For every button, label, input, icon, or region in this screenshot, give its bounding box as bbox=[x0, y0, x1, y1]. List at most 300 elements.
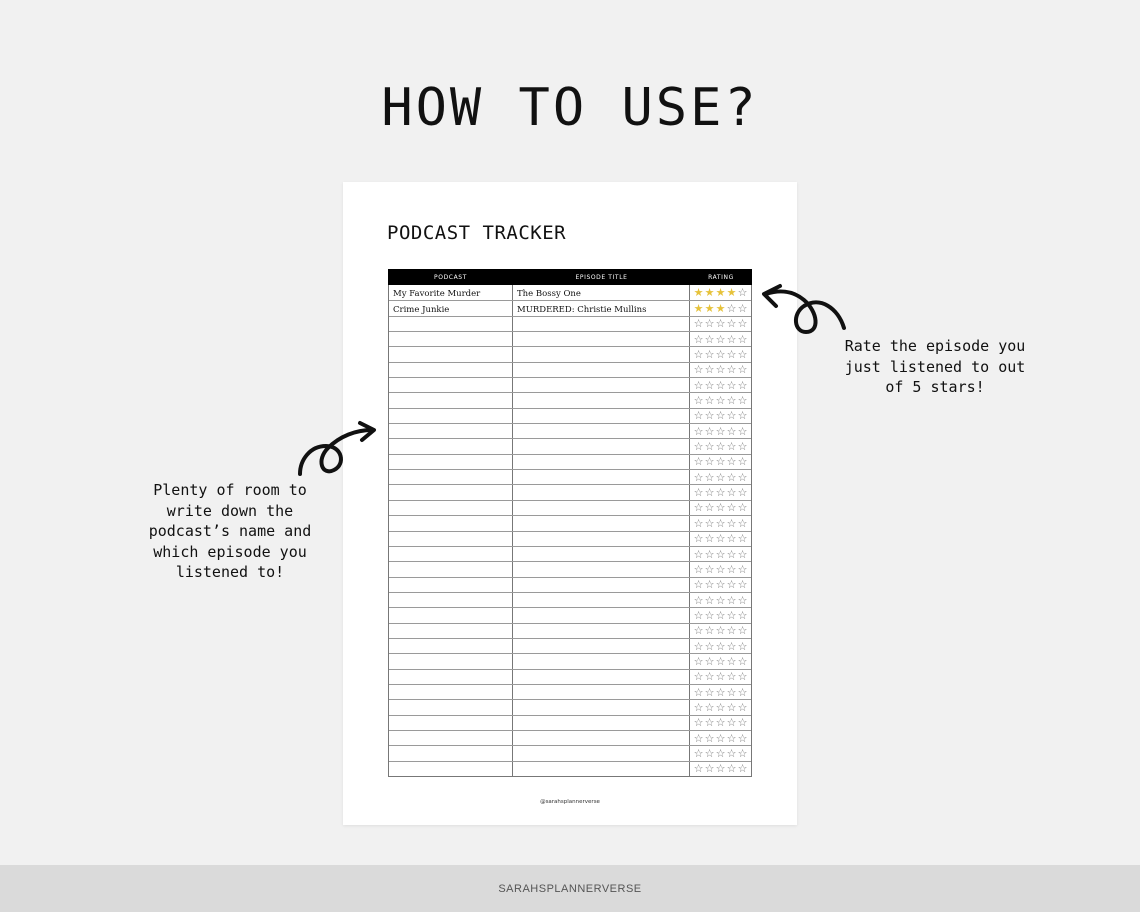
star-icon[interactable]: ☆ bbox=[715, 424, 726, 438]
star-icon[interactable]: ☆ bbox=[737, 348, 748, 362]
star-icon[interactable]: ☆ bbox=[704, 562, 715, 576]
star-icon[interactable]: ☆ bbox=[693, 562, 704, 576]
star-icon[interactable]: ☆ bbox=[693, 639, 704, 653]
curly-arrow-icon bbox=[758, 282, 850, 338]
star-icon[interactable]: ☆ bbox=[726, 685, 737, 699]
episode-title-cell[interactable] bbox=[513, 317, 690, 331]
rating-cell bbox=[690, 485, 751, 499]
table-row bbox=[389, 715, 751, 730]
star-icon[interactable]: ☆ bbox=[715, 700, 726, 714]
star-icon[interactable]: ☆ bbox=[693, 363, 704, 377]
star-icon[interactable]: ☆ bbox=[726, 746, 737, 760]
star-icon[interactable]: ☆ bbox=[715, 516, 726, 530]
episode-title-cell[interactable] bbox=[513, 608, 690, 622]
podcast-cell[interactable] bbox=[389, 378, 513, 392]
podcast-cell[interactable] bbox=[389, 501, 513, 515]
podcast-cell[interactable] bbox=[389, 608, 513, 622]
table-row bbox=[389, 577, 751, 592]
star-icon[interactable]: ☆ bbox=[704, 394, 715, 408]
rating-cell bbox=[690, 746, 751, 760]
star-icon[interactable]: ☆ bbox=[715, 685, 726, 699]
rating-cell bbox=[690, 363, 751, 377]
table-row bbox=[389, 607, 751, 622]
episode-title-cell[interactable] bbox=[513, 424, 690, 438]
star-icon[interactable]: ☆ bbox=[737, 317, 748, 331]
star-icon[interactable]: ★ bbox=[726, 286, 737, 300]
star-icon[interactable]: ☆ bbox=[737, 593, 748, 607]
star-icon[interactable]: ☆ bbox=[726, 348, 737, 362]
episode-title-cell[interactable] bbox=[513, 746, 690, 760]
table-row bbox=[389, 454, 751, 469]
star-icon[interactable]: ☆ bbox=[704, 639, 715, 653]
star-icon[interactable]: ☆ bbox=[715, 639, 726, 653]
table-row bbox=[389, 285, 751, 300]
rating-cell bbox=[690, 301, 751, 315]
star-icon[interactable]: ☆ bbox=[737, 363, 748, 377]
star-icon[interactable]: ☆ bbox=[693, 470, 704, 484]
star-icon[interactable]: ☆ bbox=[704, 363, 715, 377]
podcast-cell[interactable] bbox=[389, 578, 513, 592]
table-row bbox=[389, 699, 751, 714]
podcast-cell[interactable] bbox=[389, 593, 513, 607]
star-icon[interactable]: ☆ bbox=[715, 532, 726, 546]
rating-cell bbox=[690, 639, 751, 653]
star-icon[interactable]: ☆ bbox=[726, 409, 737, 423]
podcast-cell[interactable] bbox=[389, 624, 513, 638]
star-icon[interactable]: ☆ bbox=[704, 670, 715, 684]
podcast-cell[interactable] bbox=[389, 485, 513, 499]
rating-cell bbox=[690, 547, 751, 561]
star-icon[interactable]: ☆ bbox=[704, 516, 715, 530]
star-icon[interactable]: ☆ bbox=[726, 516, 737, 530]
table-row bbox=[389, 423, 751, 438]
rating-cell bbox=[690, 332, 751, 346]
star-icon[interactable]: ☆ bbox=[704, 654, 715, 668]
star-icon[interactable]: ★ bbox=[704, 302, 715, 316]
star-icon[interactable]: ☆ bbox=[693, 547, 704, 561]
rating-cell bbox=[690, 731, 751, 745]
star-icon[interactable]: ☆ bbox=[715, 501, 726, 515]
star-icon[interactable]: ☆ bbox=[726, 562, 737, 576]
star-icon[interactable]: ☆ bbox=[726, 532, 737, 546]
star-icon[interactable]: ☆ bbox=[715, 654, 726, 668]
star-icon[interactable]: ☆ bbox=[726, 455, 737, 469]
episode-title-cell[interactable] bbox=[513, 639, 690, 653]
rating-cell bbox=[690, 532, 751, 546]
star-icon[interactable]: ☆ bbox=[715, 547, 726, 561]
star-icon[interactable]: ☆ bbox=[737, 286, 748, 300]
table-row bbox=[389, 761, 751, 776]
star-icon[interactable]: ☆ bbox=[737, 470, 748, 484]
podcast-cell[interactable] bbox=[389, 685, 513, 699]
podcast-cell[interactable] bbox=[389, 439, 513, 453]
table-row bbox=[389, 623, 751, 638]
podcast-cell[interactable]: My Favorite Murder bbox=[389, 285, 513, 300]
episode-title-cell[interactable] bbox=[513, 439, 690, 453]
star-icon[interactable]: ☆ bbox=[715, 486, 726, 500]
star-icon[interactable]: ★ bbox=[715, 286, 726, 300]
star-icon[interactable]: ☆ bbox=[693, 440, 704, 454]
star-icon[interactable]: ☆ bbox=[726, 332, 737, 346]
star-icon[interactable]: ☆ bbox=[704, 440, 715, 454]
podcast-cell[interactable] bbox=[389, 670, 513, 684]
episode-title-cell[interactable] bbox=[513, 470, 690, 484]
star-icon[interactable]: ☆ bbox=[737, 700, 748, 714]
episode-title-cell[interactable] bbox=[513, 593, 690, 607]
star-icon[interactable]: ☆ bbox=[693, 746, 704, 760]
podcast-cell[interactable] bbox=[389, 746, 513, 760]
podcast-cell[interactable] bbox=[389, 547, 513, 561]
star-icon[interactable]: ☆ bbox=[715, 394, 726, 408]
star-icon[interactable]: ☆ bbox=[693, 624, 704, 638]
star-icon[interactable]: ☆ bbox=[704, 685, 715, 699]
star-icon[interactable]: ☆ bbox=[704, 532, 715, 546]
star-icon[interactable]: ☆ bbox=[737, 394, 748, 408]
podcast-cell[interactable] bbox=[389, 393, 513, 407]
rating-cell bbox=[690, 439, 751, 453]
tracker-sheet-preview bbox=[343, 182, 797, 825]
rating-cell bbox=[690, 455, 751, 469]
rating-cell bbox=[690, 393, 751, 407]
table-row bbox=[389, 408, 751, 423]
podcast-cell[interactable] bbox=[389, 562, 513, 576]
episode-title-cell[interactable] bbox=[513, 731, 690, 745]
table-row bbox=[389, 469, 751, 484]
star-icon[interactable]: ☆ bbox=[693, 378, 704, 392]
podcast-cell[interactable] bbox=[389, 762, 513, 776]
table-row bbox=[389, 331, 751, 346]
table-row bbox=[389, 515, 751, 530]
rating-cell bbox=[690, 654, 751, 668]
episode-title-cell[interactable] bbox=[513, 654, 690, 668]
star-icon[interactable]: ☆ bbox=[737, 762, 748, 776]
star-icon[interactable]: ☆ bbox=[704, 608, 715, 622]
podcast-cell[interactable] bbox=[389, 700, 513, 714]
table-row bbox=[389, 684, 751, 699]
star-icon[interactable]: ☆ bbox=[693, 348, 704, 362]
table-row bbox=[389, 653, 751, 668]
star-icon[interactable]: ★ bbox=[715, 302, 726, 316]
rating-cell bbox=[690, 608, 751, 622]
episode-title-cell[interactable] bbox=[513, 516, 690, 530]
star-icon[interactable]: ☆ bbox=[715, 593, 726, 607]
star-icon[interactable]: ☆ bbox=[715, 317, 726, 331]
page-headline: HOW TO USE? bbox=[381, 78, 759, 138]
star-icon[interactable]: ☆ bbox=[715, 562, 726, 576]
star-icon[interactable]: ☆ bbox=[715, 348, 726, 362]
star-icon[interactable]: ☆ bbox=[704, 624, 715, 638]
star-icon[interactable]: ☆ bbox=[704, 547, 715, 561]
episode-title-cell[interactable] bbox=[513, 624, 690, 638]
star-icon[interactable]: ★ bbox=[693, 302, 704, 316]
star-icon[interactable]: ☆ bbox=[704, 486, 715, 500]
podcast-cell[interactable] bbox=[389, 470, 513, 484]
star-icon[interactable]: ☆ bbox=[715, 470, 726, 484]
star-icon[interactable]: ☆ bbox=[693, 532, 704, 546]
episode-title-cell[interactable] bbox=[513, 532, 690, 546]
table-row bbox=[389, 669, 751, 684]
podcast-cell[interactable] bbox=[389, 317, 513, 331]
rating-cell bbox=[690, 378, 751, 392]
star-icon[interactable]: ☆ bbox=[704, 700, 715, 714]
star-icon[interactable]: ☆ bbox=[737, 332, 748, 346]
star-icon[interactable]: ☆ bbox=[693, 731, 704, 745]
star-icon[interactable]: ☆ bbox=[726, 440, 737, 454]
table-row bbox=[389, 300, 751, 315]
podcast-cell[interactable] bbox=[389, 731, 513, 745]
table-row bbox=[389, 362, 751, 377]
rating-cell bbox=[690, 470, 751, 484]
episode-title-cell[interactable] bbox=[513, 716, 690, 730]
episode-title-cell[interactable] bbox=[513, 700, 690, 714]
rating-cell bbox=[690, 593, 751, 607]
star-icon[interactable]: ☆ bbox=[704, 578, 715, 592]
rating-cell bbox=[690, 716, 751, 730]
podcast-cell[interactable] bbox=[389, 639, 513, 653]
episode-title-cell[interactable]: MURDERED: Christie Mullins bbox=[513, 301, 690, 315]
star-icon[interactable]: ☆ bbox=[726, 670, 737, 684]
episode-title-cell[interactable] bbox=[513, 485, 690, 499]
star-icon[interactable]: ☆ bbox=[737, 516, 748, 530]
episode-title-cell[interactable] bbox=[513, 378, 690, 392]
star-icon[interactable]: ☆ bbox=[704, 378, 715, 392]
star-icon[interactable]: ☆ bbox=[737, 424, 748, 438]
star-icon[interactable]: ☆ bbox=[726, 317, 737, 331]
star-icon[interactable]: ☆ bbox=[693, 654, 704, 668]
rating-instruction-note: Rate the episode you just listened to out of 5 stars! bbox=[844, 337, 1026, 396]
rating-cell bbox=[690, 317, 751, 331]
star-icon[interactable]: ☆ bbox=[704, 409, 715, 423]
rating-cell bbox=[690, 670, 751, 684]
episode-title-cell[interactable] bbox=[513, 501, 690, 515]
star-icon[interactable]: ☆ bbox=[726, 578, 737, 592]
star-icon[interactable]: ☆ bbox=[726, 716, 737, 730]
star-icon[interactable]: ☆ bbox=[693, 670, 704, 684]
star-icon[interactable]: ☆ bbox=[726, 654, 737, 668]
sheet-footer-handle: @sarahsplannerverse bbox=[540, 799, 600, 805]
episode-title-cell[interactable] bbox=[513, 547, 690, 561]
rating-cell bbox=[690, 501, 751, 515]
star-icon[interactable]: ☆ bbox=[726, 731, 737, 745]
star-icon[interactable]: ☆ bbox=[704, 348, 715, 362]
star-icon[interactable]: ☆ bbox=[704, 501, 715, 515]
star-icon[interactable]: ☆ bbox=[704, 746, 715, 760]
star-icon[interactable]: ☆ bbox=[726, 378, 737, 392]
star-icon[interactable]: ☆ bbox=[715, 762, 726, 776]
podcast-cell[interactable] bbox=[389, 455, 513, 469]
star-icon[interactable]: ☆ bbox=[693, 578, 704, 592]
podcast-cell[interactable] bbox=[389, 347, 513, 361]
table-row bbox=[389, 730, 751, 745]
star-icon[interactable]: ☆ bbox=[715, 409, 726, 423]
star-icon[interactable]: ☆ bbox=[737, 578, 748, 592]
podcast-cell[interactable]: Crime Junkie bbox=[389, 301, 513, 315]
episode-title-cell[interactable] bbox=[513, 409, 690, 423]
column-header-rating: RATING bbox=[708, 273, 734, 281]
star-icon[interactable]: ☆ bbox=[715, 624, 726, 638]
star-icon[interactable]: ☆ bbox=[737, 409, 748, 423]
podcast-cell[interactable] bbox=[389, 516, 513, 530]
star-icon[interactable]: ☆ bbox=[726, 486, 737, 500]
sheet-title: PODCAST TRACKER bbox=[387, 222, 567, 244]
table-row bbox=[389, 546, 751, 561]
star-icon[interactable]: ☆ bbox=[726, 639, 737, 653]
table-row bbox=[389, 745, 751, 760]
star-icon[interactable]: ☆ bbox=[693, 317, 704, 331]
star-icon[interactable]: ☆ bbox=[726, 547, 737, 561]
star-icon[interactable]: ☆ bbox=[715, 378, 726, 392]
star-icon[interactable]: ☆ bbox=[737, 624, 748, 638]
star-icon[interactable]: ☆ bbox=[737, 562, 748, 576]
star-icon[interactable]: ☆ bbox=[737, 501, 748, 515]
table-row bbox=[389, 484, 751, 499]
star-icon[interactable]: ☆ bbox=[737, 685, 748, 699]
star-icon[interactable]: ☆ bbox=[737, 608, 748, 622]
star-icon[interactable]: ☆ bbox=[737, 547, 748, 561]
star-icon[interactable]: ☆ bbox=[693, 593, 704, 607]
star-icon[interactable]: ☆ bbox=[704, 762, 715, 776]
star-icon[interactable]: ★ bbox=[693, 286, 704, 300]
star-icon[interactable]: ☆ bbox=[726, 302, 737, 316]
podcast-cell[interactable] bbox=[389, 409, 513, 423]
rating-cell bbox=[690, 562, 751, 576]
episode-title-cell[interactable] bbox=[513, 670, 690, 684]
star-icon[interactable]: ☆ bbox=[693, 501, 704, 515]
star-icon[interactable]: ☆ bbox=[704, 593, 715, 607]
podcast-cell[interactable] bbox=[389, 654, 513, 668]
star-icon[interactable]: ☆ bbox=[726, 608, 737, 622]
table-row bbox=[389, 592, 751, 607]
star-icon[interactable]: ☆ bbox=[693, 394, 704, 408]
episode-title-cell[interactable] bbox=[513, 578, 690, 592]
star-icon[interactable]: ☆ bbox=[726, 762, 737, 776]
table-row bbox=[389, 346, 751, 361]
table-row bbox=[389, 561, 751, 576]
star-icon[interactable]: ☆ bbox=[693, 716, 704, 730]
star-icon[interactable]: ☆ bbox=[737, 455, 748, 469]
star-icon[interactable]: ☆ bbox=[693, 608, 704, 622]
writing-space-note: Plenty of room to write down the podcast’s name and which episode you listened to! bbox=[148, 481, 312, 581]
star-icon[interactable]: ☆ bbox=[693, 455, 704, 469]
table-row bbox=[389, 438, 751, 453]
episode-title-cell[interactable] bbox=[513, 363, 690, 377]
star-icon[interactable]: ☆ bbox=[715, 670, 726, 684]
star-icon[interactable]: ☆ bbox=[726, 624, 737, 638]
star-icon[interactable]: ☆ bbox=[737, 486, 748, 500]
star-icon[interactable]: ☆ bbox=[693, 332, 704, 346]
star-icon[interactable]: ☆ bbox=[715, 716, 726, 730]
episode-title-cell[interactable] bbox=[513, 562, 690, 576]
podcast-cell[interactable] bbox=[389, 716, 513, 730]
episode-title-cell[interactable]: The Bossy One bbox=[513, 285, 690, 300]
brand-name: SARAHSPLANNERVERSE bbox=[498, 882, 642, 895]
star-icon[interactable]: ☆ bbox=[704, 424, 715, 438]
star-icon[interactable]: ☆ bbox=[704, 455, 715, 469]
episode-title-cell[interactable] bbox=[513, 685, 690, 699]
podcast-cell[interactable] bbox=[389, 424, 513, 438]
star-icon[interactable]: ☆ bbox=[715, 440, 726, 454]
star-icon[interactable]: ☆ bbox=[726, 470, 737, 484]
star-icon[interactable]: ☆ bbox=[726, 700, 737, 714]
podcast-tracker-table bbox=[388, 269, 752, 777]
star-icon[interactable]: ☆ bbox=[715, 746, 726, 760]
star-icon[interactable]: ☆ bbox=[726, 593, 737, 607]
episode-title-cell[interactable] bbox=[513, 762, 690, 776]
table-body bbox=[388, 285, 752, 777]
star-icon[interactable]: ☆ bbox=[704, 716, 715, 730]
rating-cell bbox=[690, 285, 751, 300]
table-row bbox=[389, 638, 751, 653]
star-icon[interactable]: ☆ bbox=[737, 532, 748, 546]
episode-title-cell[interactable] bbox=[513, 347, 690, 361]
table-row bbox=[389, 392, 751, 407]
episode-title-cell[interactable] bbox=[513, 455, 690, 469]
star-icon[interactable]: ☆ bbox=[737, 716, 748, 730]
table-row bbox=[389, 531, 751, 546]
podcast-cell[interactable] bbox=[389, 363, 513, 377]
star-icon[interactable]: ☆ bbox=[715, 363, 726, 377]
star-icon[interactable]: ☆ bbox=[704, 317, 715, 331]
star-icon[interactable]: ☆ bbox=[726, 501, 737, 515]
episode-title-cell[interactable] bbox=[513, 332, 690, 346]
star-icon[interactable]: ☆ bbox=[715, 455, 726, 469]
rating-cell bbox=[690, 700, 751, 714]
column-header-podcast: PODCAST bbox=[434, 273, 467, 281]
star-icon[interactable]: ☆ bbox=[737, 639, 748, 653]
star-icon[interactable]: ☆ bbox=[693, 762, 704, 776]
star-icon[interactable]: ☆ bbox=[704, 470, 715, 484]
star-icon[interactable]: ☆ bbox=[693, 516, 704, 530]
star-icon[interactable]: ☆ bbox=[715, 731, 726, 745]
star-icon[interactable]: ☆ bbox=[693, 409, 704, 423]
star-icon[interactable]: ☆ bbox=[726, 394, 737, 408]
star-icon[interactable]: ☆ bbox=[726, 424, 737, 438]
star-icon[interactable]: ☆ bbox=[693, 486, 704, 500]
star-icon[interactable]: ☆ bbox=[715, 332, 726, 346]
star-icon[interactable]: ☆ bbox=[693, 685, 704, 699]
star-icon[interactable]: ☆ bbox=[715, 608, 726, 622]
table-row bbox=[389, 500, 751, 515]
rating-cell bbox=[690, 409, 751, 423]
podcast-cell[interactable] bbox=[389, 332, 513, 346]
star-icon[interactable]: ☆ bbox=[737, 731, 748, 745]
star-icon[interactable]: ☆ bbox=[737, 302, 748, 316]
brand-footer-bar bbox=[0, 865, 1140, 912]
star-icon[interactable]: ☆ bbox=[715, 578, 726, 592]
star-icon[interactable]: ☆ bbox=[704, 731, 715, 745]
table-row bbox=[389, 316, 751, 331]
column-header-episode-title: EPISODE TITLE bbox=[575, 273, 628, 281]
star-icon[interactable]: ☆ bbox=[704, 332, 715, 346]
star-icon[interactable]: ★ bbox=[704, 286, 715, 300]
star-icon[interactable]: ☆ bbox=[726, 363, 737, 377]
rating-cell bbox=[690, 624, 751, 638]
star-icon[interactable]: ☆ bbox=[693, 700, 704, 714]
podcast-cell[interactable] bbox=[389, 532, 513, 546]
star-icon[interactable]: ☆ bbox=[737, 654, 748, 668]
rating-cell bbox=[690, 516, 751, 530]
star-icon[interactable]: ☆ bbox=[737, 670, 748, 684]
star-icon[interactable]: ☆ bbox=[737, 378, 748, 392]
rating-cell bbox=[690, 347, 751, 361]
curly-arrow-icon bbox=[294, 420, 380, 478]
episode-title-cell[interactable] bbox=[513, 393, 690, 407]
star-icon[interactable]: ☆ bbox=[693, 424, 704, 438]
star-icon[interactable]: ☆ bbox=[737, 746, 748, 760]
star-icon[interactable]: ☆ bbox=[737, 440, 748, 454]
table-row bbox=[389, 377, 751, 392]
rating-cell bbox=[690, 685, 751, 699]
